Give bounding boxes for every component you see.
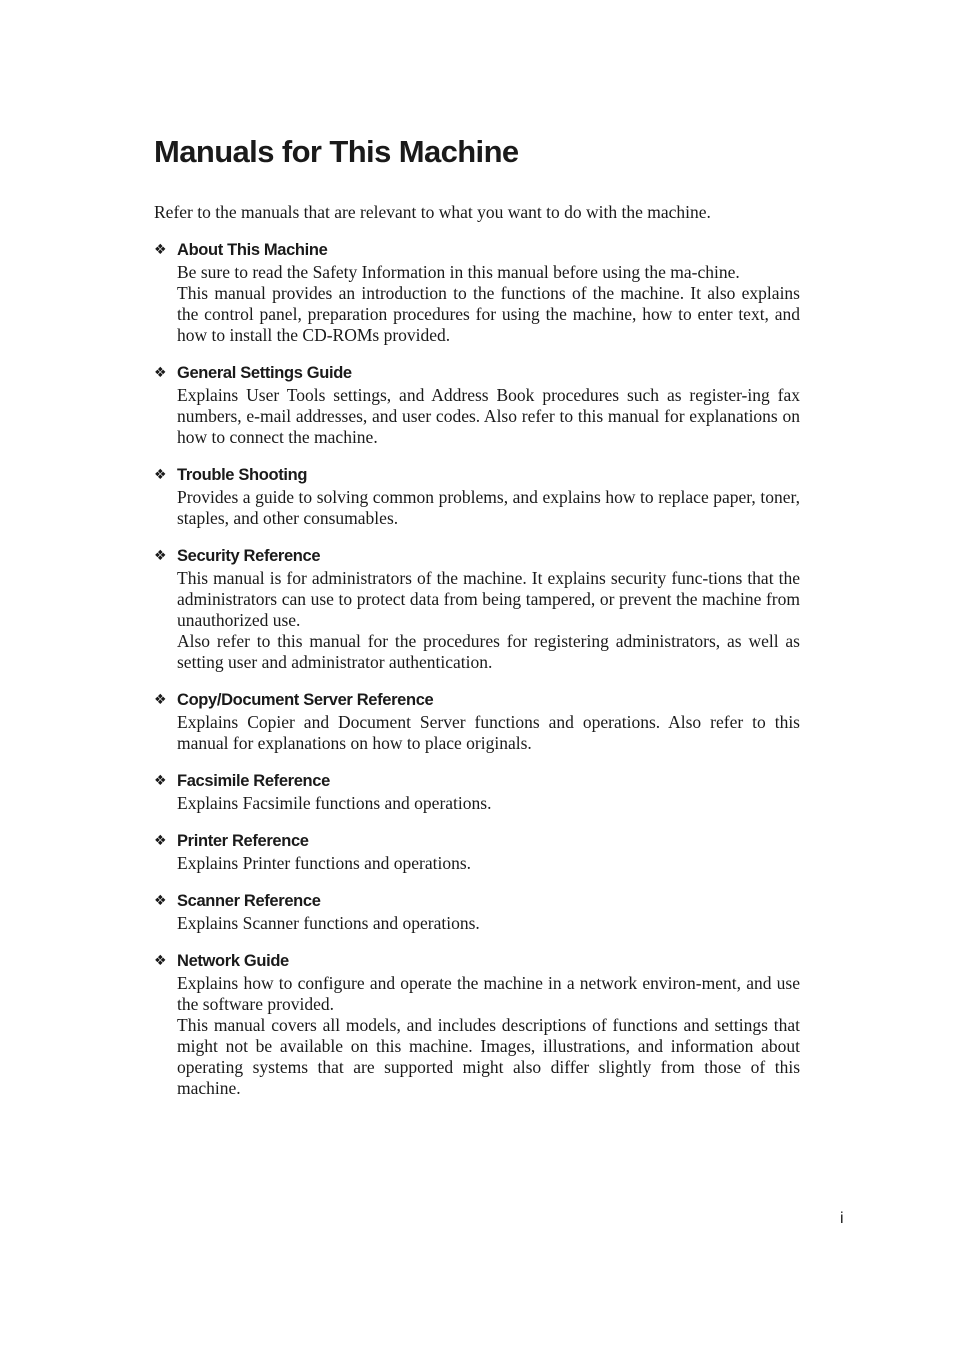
manual-section [154, 829, 800, 874]
intro-text: Refer to the manuals that are relevant to what you want to do with the machine. [154, 202, 711, 222]
manual-description: Explains User Tools settings, and Address Book procedures such as register-ing fax numbers, e-mail addresses, and user codes. Also refer to this manual for explanations on how to connect the machine. [177, 385, 800, 447]
manual-description: Explains Facsimile functions and operations. [177, 793, 492, 813]
manual-list [154, 238, 800, 1114]
manual-heading-label: General Settings Guide [177, 363, 352, 382]
page-number: i [840, 1210, 844, 1227]
manual-description: This manual is for administrators of the machine. It explains security func-tions that the administrators can use to protect data from being tampered, or prevent the machine from unauthorized use. [177, 568, 800, 630]
manual-section [154, 889, 800, 934]
manual-heading-label: Facsimile Reference [177, 771, 330, 790]
manual-heading-label: Copy/Document Server Reference [177, 690, 434, 709]
manual-section [154, 361, 800, 448]
manual-heading [154, 361, 800, 385]
manual-description: Be sure to read the Safety Information in this manual before using the ma-chine. [177, 262, 740, 282]
manual-section [154, 544, 800, 673]
manual-section [154, 238, 800, 346]
diamond-bullet-icon: ❖ [154, 467, 167, 483]
diamond-bullet-icon: ❖ [154, 833, 167, 849]
manual-description: This manual covers all models, and includes descriptions of functions and settings that might not be available on this machine. Images, illustrations, and information about operating systems that are supported might also differ slightly from those of this machine. [177, 1015, 800, 1098]
manual-heading [154, 889, 800, 913]
manual-section [154, 769, 800, 814]
manual-heading-label: Network Guide [177, 951, 289, 970]
manual-heading [154, 688, 800, 712]
manual-heading-label: Printer Reference [177, 831, 309, 850]
manual-heading [154, 829, 800, 853]
manual-section [154, 949, 800, 1099]
manual-heading [154, 949, 800, 973]
page-title: Manuals for This Machine [154, 134, 519, 169]
diamond-bullet-icon: ❖ [154, 548, 167, 564]
manual-heading [154, 238, 800, 262]
diamond-bullet-icon: ❖ [154, 242, 167, 258]
manual-heading-label: Trouble Shooting [177, 465, 308, 484]
diamond-bullet-icon: ❖ [154, 773, 167, 789]
manual-heading [154, 544, 800, 568]
manual-heading [154, 463, 800, 487]
manual-description: Explains Copier and Document Server functions and operations. Also refer to this manual for explanations on how to place originals. [177, 712, 800, 753]
manual-section [154, 463, 800, 529]
manual-description: Provides a guide to solving common problems, and explains how to replace paper, toner, staples, and other consumables. [177, 487, 800, 528]
manual-heading-label: About This Machine [177, 240, 328, 259]
manual-section [154, 688, 800, 754]
manual-heading-label: Security Reference [177, 546, 321, 565]
diamond-bullet-icon: ❖ [154, 893, 167, 909]
manual-description: Explains how to configure and operate the machine in a network environ-ment, and use the software provided. [177, 973, 800, 1014]
diamond-bullet-icon: ❖ [154, 365, 167, 381]
diamond-bullet-icon: ❖ [154, 692, 167, 708]
diamond-bullet-icon: ❖ [154, 953, 167, 969]
manual-description: This manual provides an introduction to the functions of the machine. It also explains the control panel, preparation procedures for using the machine, how to enter text, and how to install the CD-ROMs provided. [177, 283, 800, 345]
manual-description: Also refer to this manual for the procedures for registering administrators, as well as setting user and administrator authentication. [177, 631, 800, 672]
manual-heading [154, 769, 800, 793]
manual-heading-label: Scanner Reference [177, 891, 321, 910]
manual-description: Explains Printer functions and operations. [177, 853, 472, 873]
manual-description: Explains Scanner functions and operations. [177, 913, 480, 933]
